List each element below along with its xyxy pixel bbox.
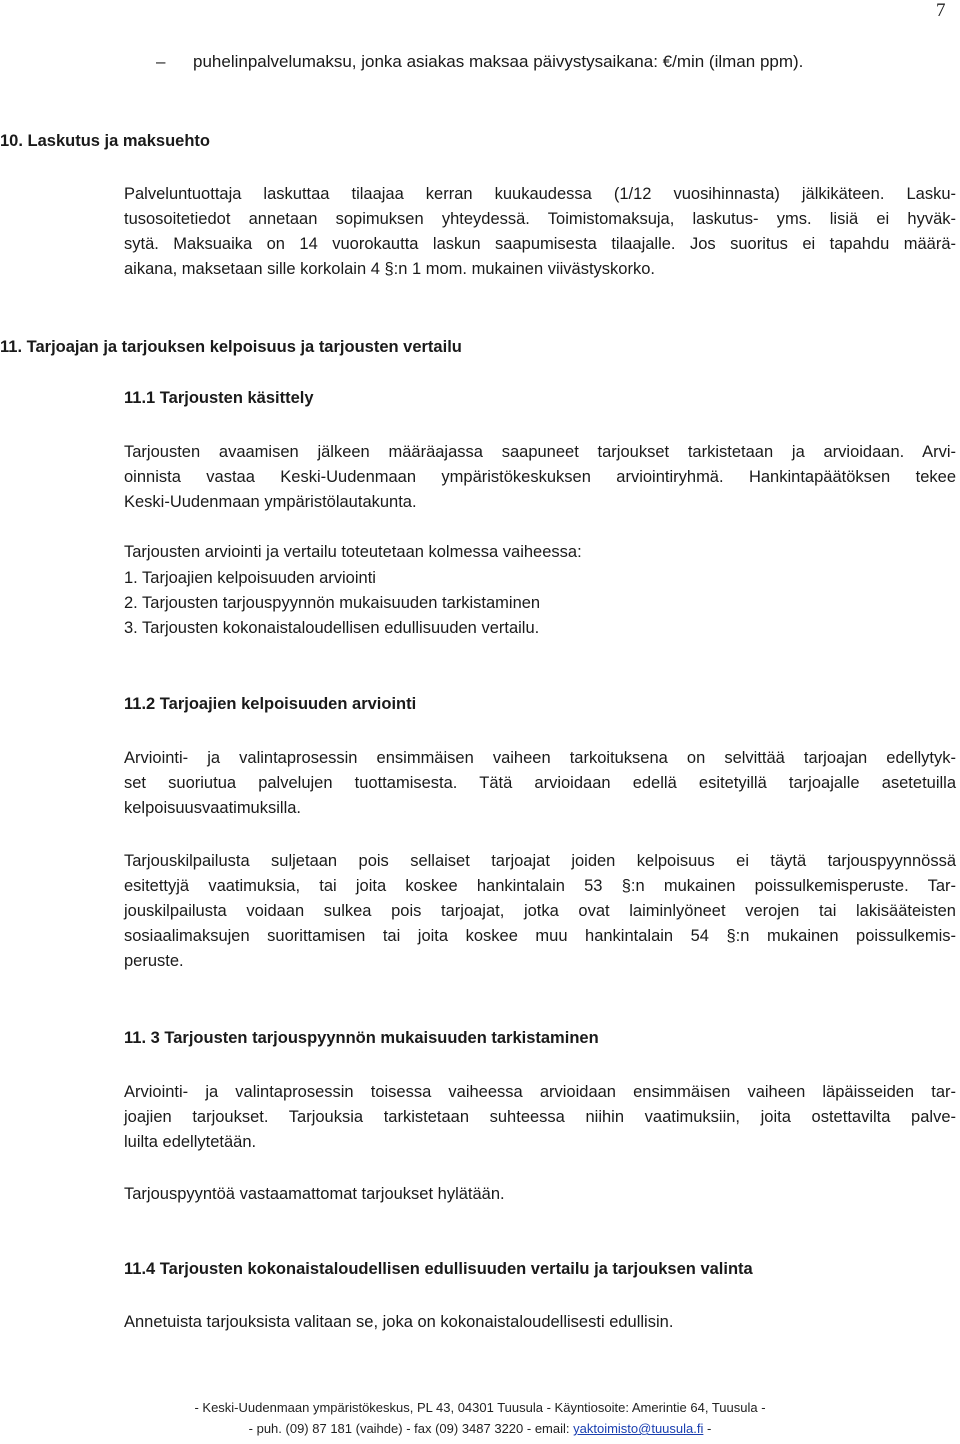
list-item: 3. Tarjousten kokonaistaloudellisen edullisuuden vertailu. [124,619,540,637]
paragraph-line: joajien tarjoukset. Tarjouksia tarkistetaan suhteessa niihin vaatimuksiin, joita ostettavilta palve- [124,1108,956,1126]
section-11-1-heading: 11.1 Tarjousten käsittely [124,389,314,407]
section-11-4-heading: 11.4 Tarjousten kokonaistaloudellisen edullisuuden vertailu ja tarjouksen valinta [124,1260,753,1278]
list-item: 2. Tarjousten tarjouspyynnön mukaisuuden tarkistaminen [124,594,541,612]
section-10-line: aikana, maksetaan sille korkolain 4 §:n 1 mom. mukainen viivästyskorko. [124,260,655,278]
footer-email-link[interactable]: yaktoimisto@tuusula.fi [573,1421,704,1436]
paragraph-line: Tarjouskilpailusta suljetaan pois sellaiset tarjoajat joiden kelpoisuus ei täytä tarjouspyynnössä [124,852,956,870]
paragraph-line: jouskilpailusta voidaan sulkea pois tarjoajat, jotka ovat laiminlyöneet verojen tai lakisääteisten [124,902,956,920]
footer-contact [0,1421,960,1436]
paragraph-line: esitettyjä vaatimuksia, tai joita koskee hankintalain 53 §:n mukainen poissulkemisperuste. Tar- [124,877,956,895]
section-11-2-paragraph-1 [124,746,956,821]
paragraph-line: sosiaalimaksujen suorittamisen tai joita koskee muu hankintalain 54 §:n mukainen poissulkemis- [124,927,956,945]
footer-address: - Keski-Uudenmaan ympäristökeskus, PL 43, 04301 Tuusula - Käyntiosoite: Amerintie 64, Tuusula - [194,1400,766,1415]
page-number: 7 [936,0,946,21]
bullet-dash: – [156,52,166,71]
paragraph-line: Arviointi- ja valintaprosessin toisessa vaiheessa arvioidaan ensimmäisen vaiheen läpäisseiden tar- [124,1083,956,1101]
section-11-2-heading: 11.2 Tarjoajien kelpoisuuden arviointi [124,695,417,713]
bullet-text: puhelinpalvelumaksu, jonka asiakas maksaa päivystysaikana: €/min (ilman ppm). [193,52,804,71]
phases-intro: Tarjousten arviointi ja vertailu toteutetaan kolmessa vaiheessa: [124,543,582,561]
section-11-2-paragraph-2 [124,849,956,974]
paragraph-line: Keski-Uudenmaan ympäristölautakunta. [124,493,417,511]
section-11-4-paragraph: Annetuista tarjouksista valitaan se, joka on kokonaistaloudellisesti edullisin. [124,1313,674,1331]
section-11-heading: 11. Tarjoajan ja tarjouksen kelpoisuus ja tarjousten vertailu [0,338,462,356]
section-10-line: Palveluntuottaja laskuttaa tilaajaa kerran kuukaudessa (1/12 vuosihinnasta) jälkikäteen. Lasku- [124,185,956,203]
section-11-3-heading: 11. 3 Tarjousten tarjouspyynnön mukaisuuden tarkistaminen [124,1029,599,1047]
paragraph-line: oinnista vastaa Keski-Uudenmaan ympäristökeskuksen arviointiryhmä. Hankintapäätöksen tekee [124,468,956,486]
section-11-3-paragraph-2: Tarjouspyyntöä vastaamattomat tarjoukset hylätään. [124,1185,505,1203]
footer-contact-prefix: - puh. (09) 87 181 (vaihde) - fax (09) 3487 3220 - email: [248,1421,574,1436]
paragraph-line: peruste. [124,952,184,970]
section-10-paragraph [124,182,956,282]
section-10-heading: 10. Laskutus ja maksuehto [0,132,210,150]
phases-list [124,566,540,641]
section-10-line: sytä. Maksuaika on 14 vuorokautta laskun saapumisesta tilaajalle. Jos suoritus ei tapahdu määrä- [124,235,956,253]
paragraph-line: luilta edellytetään. [124,1133,257,1151]
list-item: 1. Tarjoajien kelpoisuuden arviointi [124,569,376,587]
paragraph-line: kelpoisuusvaatimuksilla. [124,799,301,817]
section-11-1-paragraph [124,440,956,515]
paragraph-line: set suoriutua palvelujen tuottamisesta. Tätä arvioidaan edellä esitetyillä tarjoajalle asetetuilla [124,774,956,792]
section-10-line: tusosoitetiedot annetaan sopimuksen yhteydessä. Toimistomaksuja, laskutus- yms. lisiä ei hyväk- [124,210,956,228]
paragraph-line: Tarjousten avaamisen jälkeen määräajassa saapuneet tarjoukset tarkistetaan ja arvioidaan. Arvi- [124,443,956,461]
section-11-3-paragraph-1 [124,1080,956,1155]
footer-contact-suffix: - [703,1421,712,1436]
paragraph-line: Arviointi- ja valintaprosessin ensimmäisen vaiheen tarkoituksena on selvittää tarjoajan edellytyk- [124,749,956,767]
